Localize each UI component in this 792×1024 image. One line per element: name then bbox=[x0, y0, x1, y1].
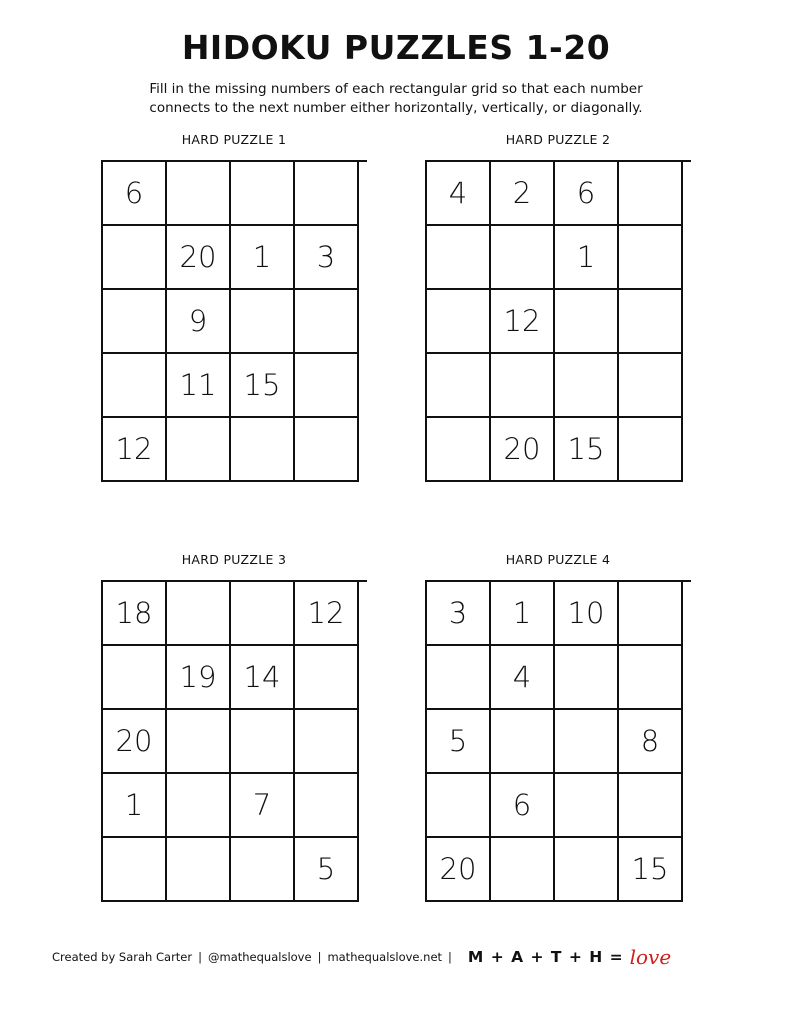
empty-cell bbox=[103, 354, 167, 418]
puzzle-2 bbox=[425, 131, 691, 482]
empty-cell bbox=[555, 290, 619, 354]
given-number-cell: 20 bbox=[491, 418, 555, 482]
empty-cell bbox=[619, 290, 683, 354]
empty-cell bbox=[167, 838, 231, 902]
given-number-cell: 15 bbox=[555, 418, 619, 482]
empty-cell bbox=[295, 646, 359, 710]
footer-credit: Created by Sarah Carter bbox=[52, 950, 193, 964]
empty-cell bbox=[555, 646, 619, 710]
given-number-cell: 1 bbox=[555, 226, 619, 290]
given-number-cell: 19 bbox=[167, 646, 231, 710]
puzzle-label: HARD PUZZLE 4 bbox=[505, 552, 611, 567]
instructions-line-1: Fill in the missing numbers of each rectangular grid so that each number bbox=[149, 81, 643, 97]
empty-cell bbox=[231, 838, 295, 902]
given-number-cell: 1 bbox=[103, 774, 167, 838]
given-number-cell: 1 bbox=[491, 582, 555, 646]
empty-cell bbox=[295, 290, 359, 354]
empty-cell bbox=[231, 582, 295, 646]
empty-cell bbox=[167, 774, 231, 838]
puzzle-grid bbox=[425, 160, 691, 482]
brand-logo bbox=[468, 945, 671, 969]
given-number-cell: 15 bbox=[231, 354, 295, 418]
instructions bbox=[60, 80, 732, 118]
given-number-cell: 5 bbox=[427, 710, 491, 774]
given-number-cell: 20 bbox=[103, 710, 167, 774]
empty-cell bbox=[295, 774, 359, 838]
empty-cell bbox=[231, 162, 295, 226]
given-number-cell: 4 bbox=[491, 646, 555, 710]
puzzle-4 bbox=[425, 551, 691, 902]
given-number-cell: 12 bbox=[295, 582, 359, 646]
puzzle-label: HARD PUZZLE 2 bbox=[505, 132, 611, 147]
footer bbox=[52, 942, 752, 972]
brand-text: M + A + T + H = bbox=[467, 948, 624, 966]
empty-cell bbox=[619, 646, 683, 710]
empty-cell bbox=[231, 290, 295, 354]
puzzle-grid bbox=[425, 580, 691, 902]
footer-separator: | bbox=[448, 950, 452, 964]
given-number-cell: 4 bbox=[427, 162, 491, 226]
given-number-cell: 3 bbox=[427, 582, 491, 646]
empty-cell bbox=[427, 354, 491, 418]
given-number-cell: 6 bbox=[491, 774, 555, 838]
empty-cell bbox=[491, 838, 555, 902]
empty-cell bbox=[619, 354, 683, 418]
puzzle-label: HARD PUZZLE 3 bbox=[181, 552, 287, 567]
empty-cell bbox=[491, 354, 555, 418]
footer-separator: | bbox=[317, 950, 322, 964]
empty-cell bbox=[555, 838, 619, 902]
given-number-cell: 18 bbox=[103, 582, 167, 646]
footer-website: mathequalslove.net bbox=[327, 950, 443, 964]
empty-cell bbox=[167, 710, 231, 774]
empty-cell bbox=[295, 162, 359, 226]
brand-love: love bbox=[629, 945, 672, 969]
given-number-cell: 6 bbox=[555, 162, 619, 226]
empty-cell bbox=[619, 226, 683, 290]
given-number-cell: 7 bbox=[231, 774, 295, 838]
empty-cell bbox=[427, 774, 491, 838]
empty-cell bbox=[427, 226, 491, 290]
empty-cell bbox=[295, 710, 359, 774]
empty-cell bbox=[103, 290, 167, 354]
given-number-cell: 8 bbox=[619, 710, 683, 774]
instructions-line-2: connects to the next number either horizontally, vertically, or diagonally. bbox=[149, 100, 643, 116]
puzzle-3 bbox=[101, 551, 367, 902]
empty-cell bbox=[231, 710, 295, 774]
empty-cell bbox=[103, 646, 167, 710]
empty-cell bbox=[491, 226, 555, 290]
given-number-cell: 2 bbox=[491, 162, 555, 226]
puzzle-grid bbox=[101, 160, 367, 482]
given-number-cell: 5 bbox=[295, 838, 359, 902]
footer-handle: @mathequalslove bbox=[208, 950, 312, 964]
empty-cell bbox=[103, 838, 167, 902]
given-number-cell: 15 bbox=[619, 838, 683, 902]
given-number-cell: 12 bbox=[103, 418, 167, 482]
empty-cell bbox=[167, 418, 231, 482]
given-number-cell: 9 bbox=[167, 290, 231, 354]
puzzle-label: HARD PUZZLE 1 bbox=[181, 132, 287, 147]
puzzle-1 bbox=[101, 131, 367, 482]
page-title: HIDOKU PUZZLES 1-20 bbox=[181, 28, 611, 67]
given-number-cell: 6 bbox=[103, 162, 167, 226]
empty-cell bbox=[491, 710, 555, 774]
empty-cell bbox=[231, 418, 295, 482]
puzzle-grid bbox=[101, 580, 367, 902]
empty-cell bbox=[167, 582, 231, 646]
given-number-cell: 20 bbox=[167, 226, 231, 290]
given-number-cell: 1 bbox=[231, 226, 295, 290]
empty-cell bbox=[619, 418, 683, 482]
given-number-cell: 11 bbox=[167, 354, 231, 418]
empty-cell bbox=[295, 418, 359, 482]
empty-cell bbox=[555, 774, 619, 838]
given-number-cell: 20 bbox=[427, 838, 491, 902]
empty-cell bbox=[555, 710, 619, 774]
empty-cell bbox=[555, 354, 619, 418]
empty-cell bbox=[619, 582, 683, 646]
given-number-cell: 3 bbox=[295, 226, 359, 290]
empty-cell bbox=[427, 646, 491, 710]
empty-cell bbox=[619, 774, 683, 838]
given-number-cell: 10 bbox=[555, 582, 619, 646]
empty-cell bbox=[167, 162, 231, 226]
empty-cell bbox=[103, 226, 167, 290]
footer-separator: | bbox=[198, 950, 202, 964]
given-number-cell: 12 bbox=[491, 290, 555, 354]
given-number-cell: 14 bbox=[231, 646, 295, 710]
empty-cell bbox=[619, 162, 683, 226]
empty-cell bbox=[427, 418, 491, 482]
empty-cell bbox=[427, 290, 491, 354]
empty-cell bbox=[295, 354, 359, 418]
